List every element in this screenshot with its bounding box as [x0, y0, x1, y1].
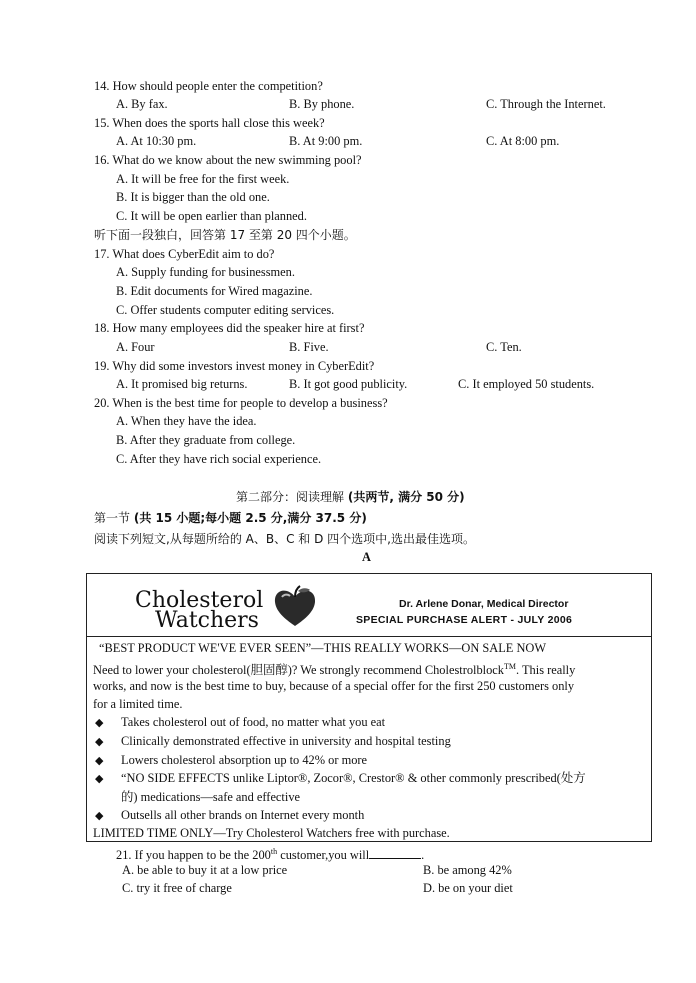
ad-alert: SPECIAL PURCHASE ALERT - JULY 2006 [356, 614, 573, 626]
ad-body-line2: works, and now is the best time to buy, because of a special offer for the first 250 customers only [93, 679, 575, 693]
bullet-icon: ◆ [95, 717, 104, 729]
logo-line2: Watchers [155, 608, 259, 633]
q21-stem [116, 844, 424, 863]
section-label: 第一节 [94, 511, 131, 525]
q17-option-c: C. Offer students computer editing services. [116, 303, 335, 317]
q21-option-c: C. try it free of charge [122, 881, 232, 895]
ad-body-1b: . This really [516, 663, 576, 678]
bullet-icon: ◆ [95, 736, 104, 748]
q18-option-c: C. Ten. [486, 340, 522, 354]
ad-logo [135, 588, 264, 633]
q20-option-c: C. After they have rich social experience. [116, 452, 322, 466]
monologue-instruction: 听下面一段独白，回答第 17 至第 20 四个小题。 [94, 228, 356, 242]
trademark: TM [504, 662, 517, 671]
q16-option-b: B. It is bigger than the old one. [116, 190, 270, 204]
q17-stem: 17. What does CyberEdit aim to do? [94, 247, 275, 261]
answer-blank [369, 848, 421, 859]
bullet-icon: ◆ [95, 810, 104, 822]
bullet-text: “NO SIDE EFFECTS unlike Liptor®, Zocor®, Crestor® & other commonly prescribed(处方 [121, 771, 586, 785]
q21-sup: th [270, 847, 278, 856]
q19-option-b: B. It got good publicity. [289, 377, 408, 391]
bullet-text: Takes cholesterol out of food, no matter what you eat [121, 715, 386, 729]
ad-header [87, 574, 651, 637]
q15-option-a: A. At 10:30 pm. [116, 134, 197, 148]
q21-stem-a: 21. If you happen to be the 200 [116, 848, 271, 863]
q21-option-d: D. be on your diet [423, 881, 513, 895]
ad-bullet-4 [95, 770, 586, 787]
q15-option-b: B. At 9:00 pm. [289, 134, 363, 148]
q17-option-b: B. Edit documents for Wired magazine. [116, 284, 313, 298]
q17-option-a: A. Supply funding for businessmen. [116, 265, 295, 279]
q18-option-b: B. Five. [289, 340, 329, 354]
q19-stem: 19. Why did some investors invest money in CyberEdit? [94, 359, 375, 373]
advertisement-box [86, 573, 652, 842]
bullet-text: Clinically demonstrated effective in university and hospital testing [121, 734, 451, 748]
q14-option-c: C. Through the Internet. [486, 97, 606, 111]
bullet-icon: ◆ [95, 755, 104, 767]
ad-body-1a: Need to lower your cholesterol(胆固醇)? We strongly recommend Cholestrolblock [93, 663, 505, 678]
apple-heart-icon [272, 585, 318, 627]
q21-stem-b: customer,you will [277, 848, 370, 863]
bullet-icon: ◆ [95, 773, 104, 785]
q19-option-a: A. It promised big returns. [116, 377, 248, 391]
q21-option-a: A. be able to buy it at a low price [122, 863, 288, 877]
q16-option-c: C. It will be open earlier than planned. [116, 209, 307, 223]
ad-bullet-4-cont: 的) medications—safe and effective [121, 790, 301, 804]
ad-body-line1 [93, 659, 575, 678]
passage-letter: A [362, 550, 371, 564]
ad-headline: “BEST PRODUCT WE'VE EVER SEEN”—THIS REALLY WORKS—ON SALE NOW [99, 641, 547, 655]
q16-option-a: A. It will be free for the first week. [116, 172, 290, 186]
logo-line1: Cholesterol [135, 588, 264, 613]
ad-director: Dr. Arlene Donar, Medical Director [399, 598, 569, 610]
q19-option-c: C. It employed 50 students. [458, 377, 595, 391]
q14-option-b: B. By phone. [289, 97, 355, 111]
part-note: (共两节, 满分 50 分) [347, 490, 465, 504]
section-note: (共 15 小题;每小题 2.5 分,满分 37.5 分) [133, 511, 367, 525]
q18-stem: 18. How many employees did the speaker hire at first? [94, 321, 365, 335]
q15-stem: 15. When does the sports hall close this week? [94, 116, 325, 130]
ad-bullet-5 [95, 807, 364, 824]
reading-section-line [94, 510, 367, 526]
q14-option-a: A. By fax. [116, 97, 168, 111]
part-title: 第二部分：阅读理解 [236, 490, 345, 504]
ad-bullet-2 [95, 733, 451, 750]
reading-part-title [236, 489, 465, 505]
ad-footer: LIMITED TIME ONLY—Try Cholesterol Watchers free with purchase. [93, 826, 450, 840]
reading-instruction: 阅读下列短文,从每题所给的 A、B、C 和 D 四个选项中,选出最佳选项。 [94, 532, 475, 546]
ad-body-line3: for a limited time. [93, 697, 183, 711]
q16-stem: 16. What do we know about the new swimming pool? [94, 153, 362, 167]
q21-stem-c: . [421, 848, 425, 863]
q15-option-c: C. At 8:00 pm. [486, 134, 560, 148]
ad-bullet-3 [95, 752, 367, 769]
bullet-text: Lowers cholesterol absorption up to 42% or more [121, 753, 368, 767]
q20-option-a: A. When they have the idea. [116, 414, 257, 428]
bullet-text: Outsells all other brands on Internet every month [121, 808, 365, 822]
ad-bullet-1 [95, 714, 385, 731]
q18-option-a: A. Four [116, 340, 155, 354]
q20-stem: 20. When is the best time for people to develop a business? [94, 396, 388, 410]
q20-option-b: B. After they graduate from college. [116, 433, 296, 447]
q14-stem: 14. How should people enter the competition? [94, 79, 323, 93]
q21-option-b: B. be among 42% [423, 863, 512, 877]
